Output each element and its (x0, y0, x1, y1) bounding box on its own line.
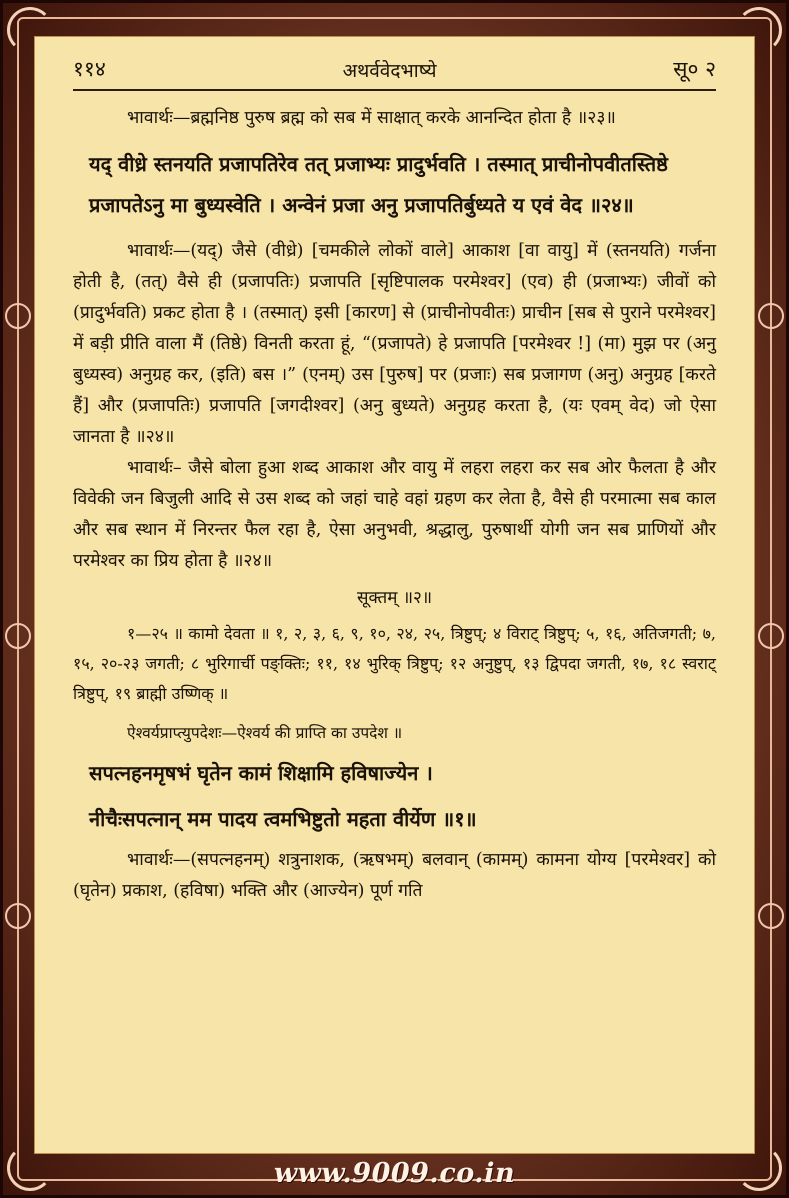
header-rule (73, 89, 716, 91)
book-title: अथर्ववेदभाष्ये (342, 60, 437, 82)
upadesha-heading: ऐश्वर्यप्राप्त्युपदेशः—ऐश्वर्य की प्राप्ति का उपदेश ॥ (127, 724, 403, 742)
sukta-reference: सू० २ (673, 57, 716, 81)
scroll-ornament-icon (758, 623, 784, 649)
mantra-24: यद् वीध्रे स्तनयति प्रजापतिरेव तत् प्रजाभ्यः प्रादुर्भवति । तस्मात् प्राचीनोपवीतस्तिष्ठे प्रजापतेऽनु मा बुध्यस्वेति । अन्वेनं प्रजा अनु प्रजापतिर्बुध्यते य एवं वेद ॥२४॥ (89, 152, 668, 217)
scroll-ornament-icon (758, 903, 784, 929)
mantra-1-line-2: नीचैःसपत्नान् मम पादय त्वमभिष्टुतो महता वीर्येण ॥१॥ (89, 807, 477, 831)
sukta-heading: सूक्तम् ॥२॥ (356, 588, 433, 608)
page-header (73, 55, 716, 83)
bhavartha-23: भावार्थः—ब्रह्मनिष्ठ पुरुष ब्रह्म को सब में साक्षात् करके आनन्दित होता है ॥२३॥ (127, 108, 616, 128)
scroll-ornament-icon (5, 303, 31, 329)
book-page (34, 36, 755, 1154)
website-url[interactable]: www.9009.co.in (273, 1158, 516, 1189)
padartha-24: भावार्थः—(यद्) जैसे (वीध्रे) [चमकीले लोकों वाले] आकाश [वा वायु] में (स्तनयति) गर्जना होती है, (तत्) वैसे ही (प्रजापतिः) प्रजापति [सृष्टिपालक परमेश्वर] (एव) ही (प्रजाभ्यः) जीवों को (प्रादुर्भवति) प्रकट होता है । (तस्मात्) इसी [कारण] से (प्राचीनोपवीतः) प्राचीन [सब से पुराने परमेश्वर] में बड़ी प्रीति वाला मैं (तिष्ठे) विनती करता हूं, “(प्रजापते) हे प्रजापति [परमेश्वर !] (मा) मुझ पर (अनु बुध्यस्व) अनुग्रह कर, (इति) बस ।” (एनम्) उस [पुरुष] पर (प्रजाः) सब प्रजागण (अनु) अनुग्रह [करते हैं] और (प्रजापतिः) प्रजापति [जगदीश्वर] (अनु बुध्यते) अनुग्रह करता है, (यः एवम् वेद) जो ऐसा जानता है ॥२४॥ (73, 241, 716, 447)
bhavartha-24: भावार्थः– जैसे बोला हुआ शब्द आकाश और वायु में लहरा लहरा कर सब ओर फैलता है और विवेकी जन बिजुली आदि से उस शब्द को जहां चाहे वहां ग्रहण कर लेता है, वैसे ही परमात्मा सब काल और सब स्थान में निरन्तर फैल रहा है, ऐसा अनुभवी, श्रद्धालु, पुरुषार्थी योगी जन सब प्राणियों और परमेश्वर का प्रिय होता है ॥२४॥ (73, 458, 716, 571)
scroll-ornament-icon (5, 623, 31, 649)
mantra-1-line-1: सपत्नहनमृषभं घृतेन कामं शिक्षामि हविषाज्येन । (89, 761, 433, 785)
anukramani: १—२५ ॥ कामो देवता ॥ १, २, ३, ६, ९, १०, २४, २५, त्रिष्टुप्; ४ विराट् त्रिष्टुप्; ५, १६, अतिजगती; ७, १५, २०-२३ जगती; ८ भुरिगार्ची पङ्क्तिः; ११, १४ भुरिक् त्रिष्टुप्; १२ अनुष्टुप्, १३ द्विपदा जगती, १७, १८ स्वराट् त्रिष्टुप्, १९ ब्राह्मी उष्णिक् ॥ (73, 624, 716, 703)
padartha-1: भावार्थः—(सपत्नहनम्) शत्रुनाशक, (ऋषभम्) बलवान् (कामम्) कामना योग्य [परमेश्वर] को (घृतेन) प्रकाश, (हविषा) भक्ति और (आज्येन) पूर्ण गति (73, 850, 716, 901)
scroll-ornament-icon (5, 903, 31, 929)
scroll-ornament-icon (758, 303, 784, 329)
page-number: ११४ (73, 57, 106, 81)
